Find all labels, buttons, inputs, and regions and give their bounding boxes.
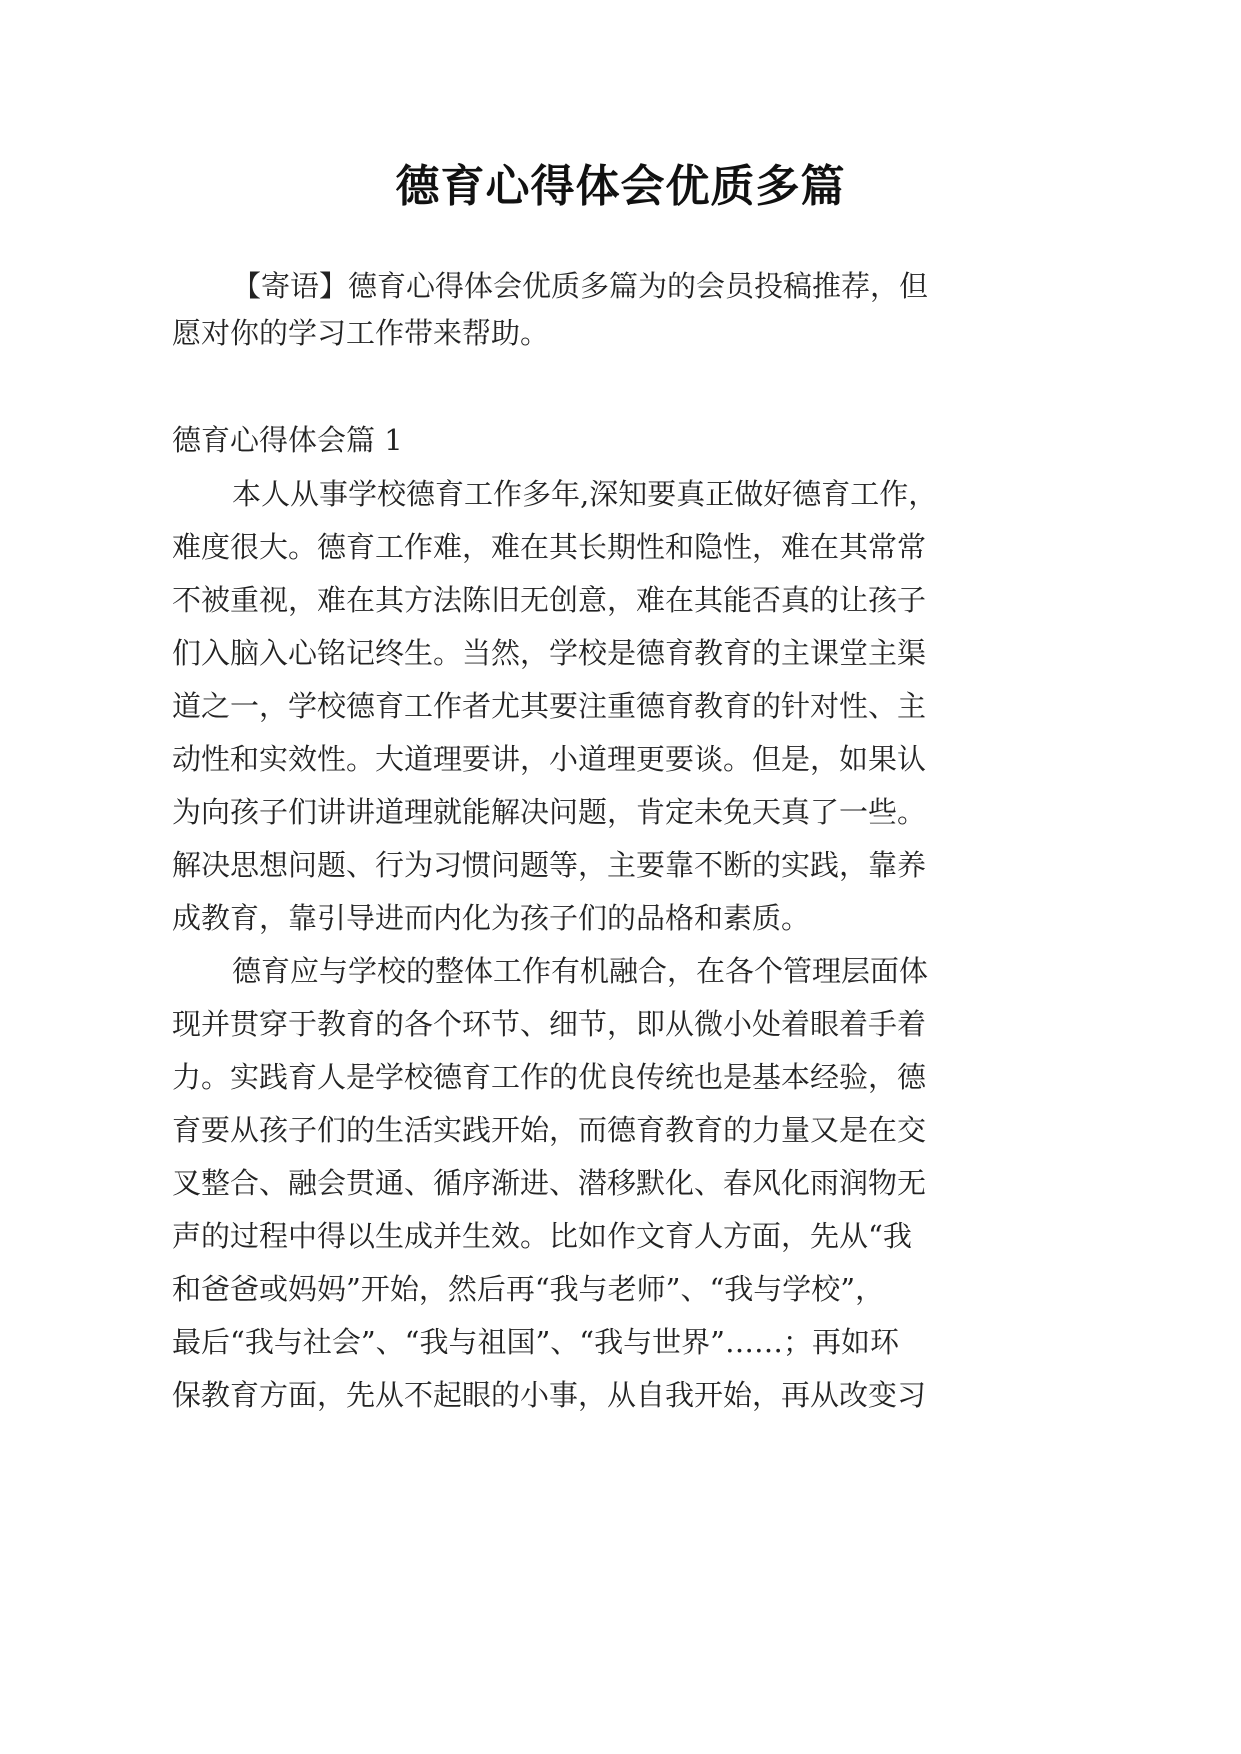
body-line: 现并贯穿于教育的各个环节、细节，即从微小处着眼着手着 (172, 1007, 927, 1041)
body-line: 解决思想问题、行为习惯问题等，主要靠不断的实践，靠养 (172, 848, 927, 882)
body-line: 力。实践育人是学校德育工作的优良传统也是基本经验，德 (172, 1060, 927, 1094)
body-line: 和爸爸或妈妈”开始，然后再“我与老师”、“我与学校”， (172, 1272, 885, 1306)
body-line: 们入脑入心铭记终生。当然，学校是德育教育的主课堂主渠 (172, 636, 927, 670)
body-line: 成教育，靠引导进而内化为孩子们的品格和素质。 (172, 901, 811, 935)
body-line: 为向孩子们讲讲道理就能解决问题，肯定未免天真了一些。 (172, 795, 927, 829)
body-line: 不被重视，难在其方法陈旧无创意，难在其能否真的让孩子 (172, 583, 927, 617)
body-line: 声的过程中得以生成并生效。比如作文育人方面，先从“我 (172, 1219, 912, 1253)
body-line: 难度很大。德育工作难，难在其长期性和隐性，难在其常常 (172, 530, 927, 564)
intro-line: 愿对你的学习工作带来帮助。 (172, 316, 550, 350)
body-line: 保教育方面，先从不起眼的小事，从自我开始，再从改变习 (172, 1378, 927, 1412)
body-line: 叉整合、融会贯通、循序渐进、潜移默化、春风化雨润物无 (172, 1166, 927, 1200)
body-line: 动性和实效性。大道理要讲，小道理更要谈。但是，如果认 (172, 742, 927, 776)
body-line: 德育应与学校的整体工作有机融合，在各个管理层面体 (232, 954, 929, 988)
body-line: 育要从孩子们的生活实践开始，而德育教育的力量又是在交 (172, 1113, 927, 1147)
intro-line: 【寄语】德育心得体会优质多篇为的会员投稿推荐，但 (232, 269, 929, 303)
section-heading: 德育心得体会篇 1 (172, 423, 403, 457)
body-line: 道之一，学校德育工作者尤其要注重德育教育的针对性、主 (172, 689, 927, 723)
document-title: 德育心得体会优质多篇 (395, 161, 846, 212)
body-line: 本人从事学校德育工作多年,深知要真正做好德育工作， (232, 477, 938, 511)
body-line: 最后“我与社会”、“我与祖国”、“我与世界”……；再如环 (172, 1325, 899, 1359)
